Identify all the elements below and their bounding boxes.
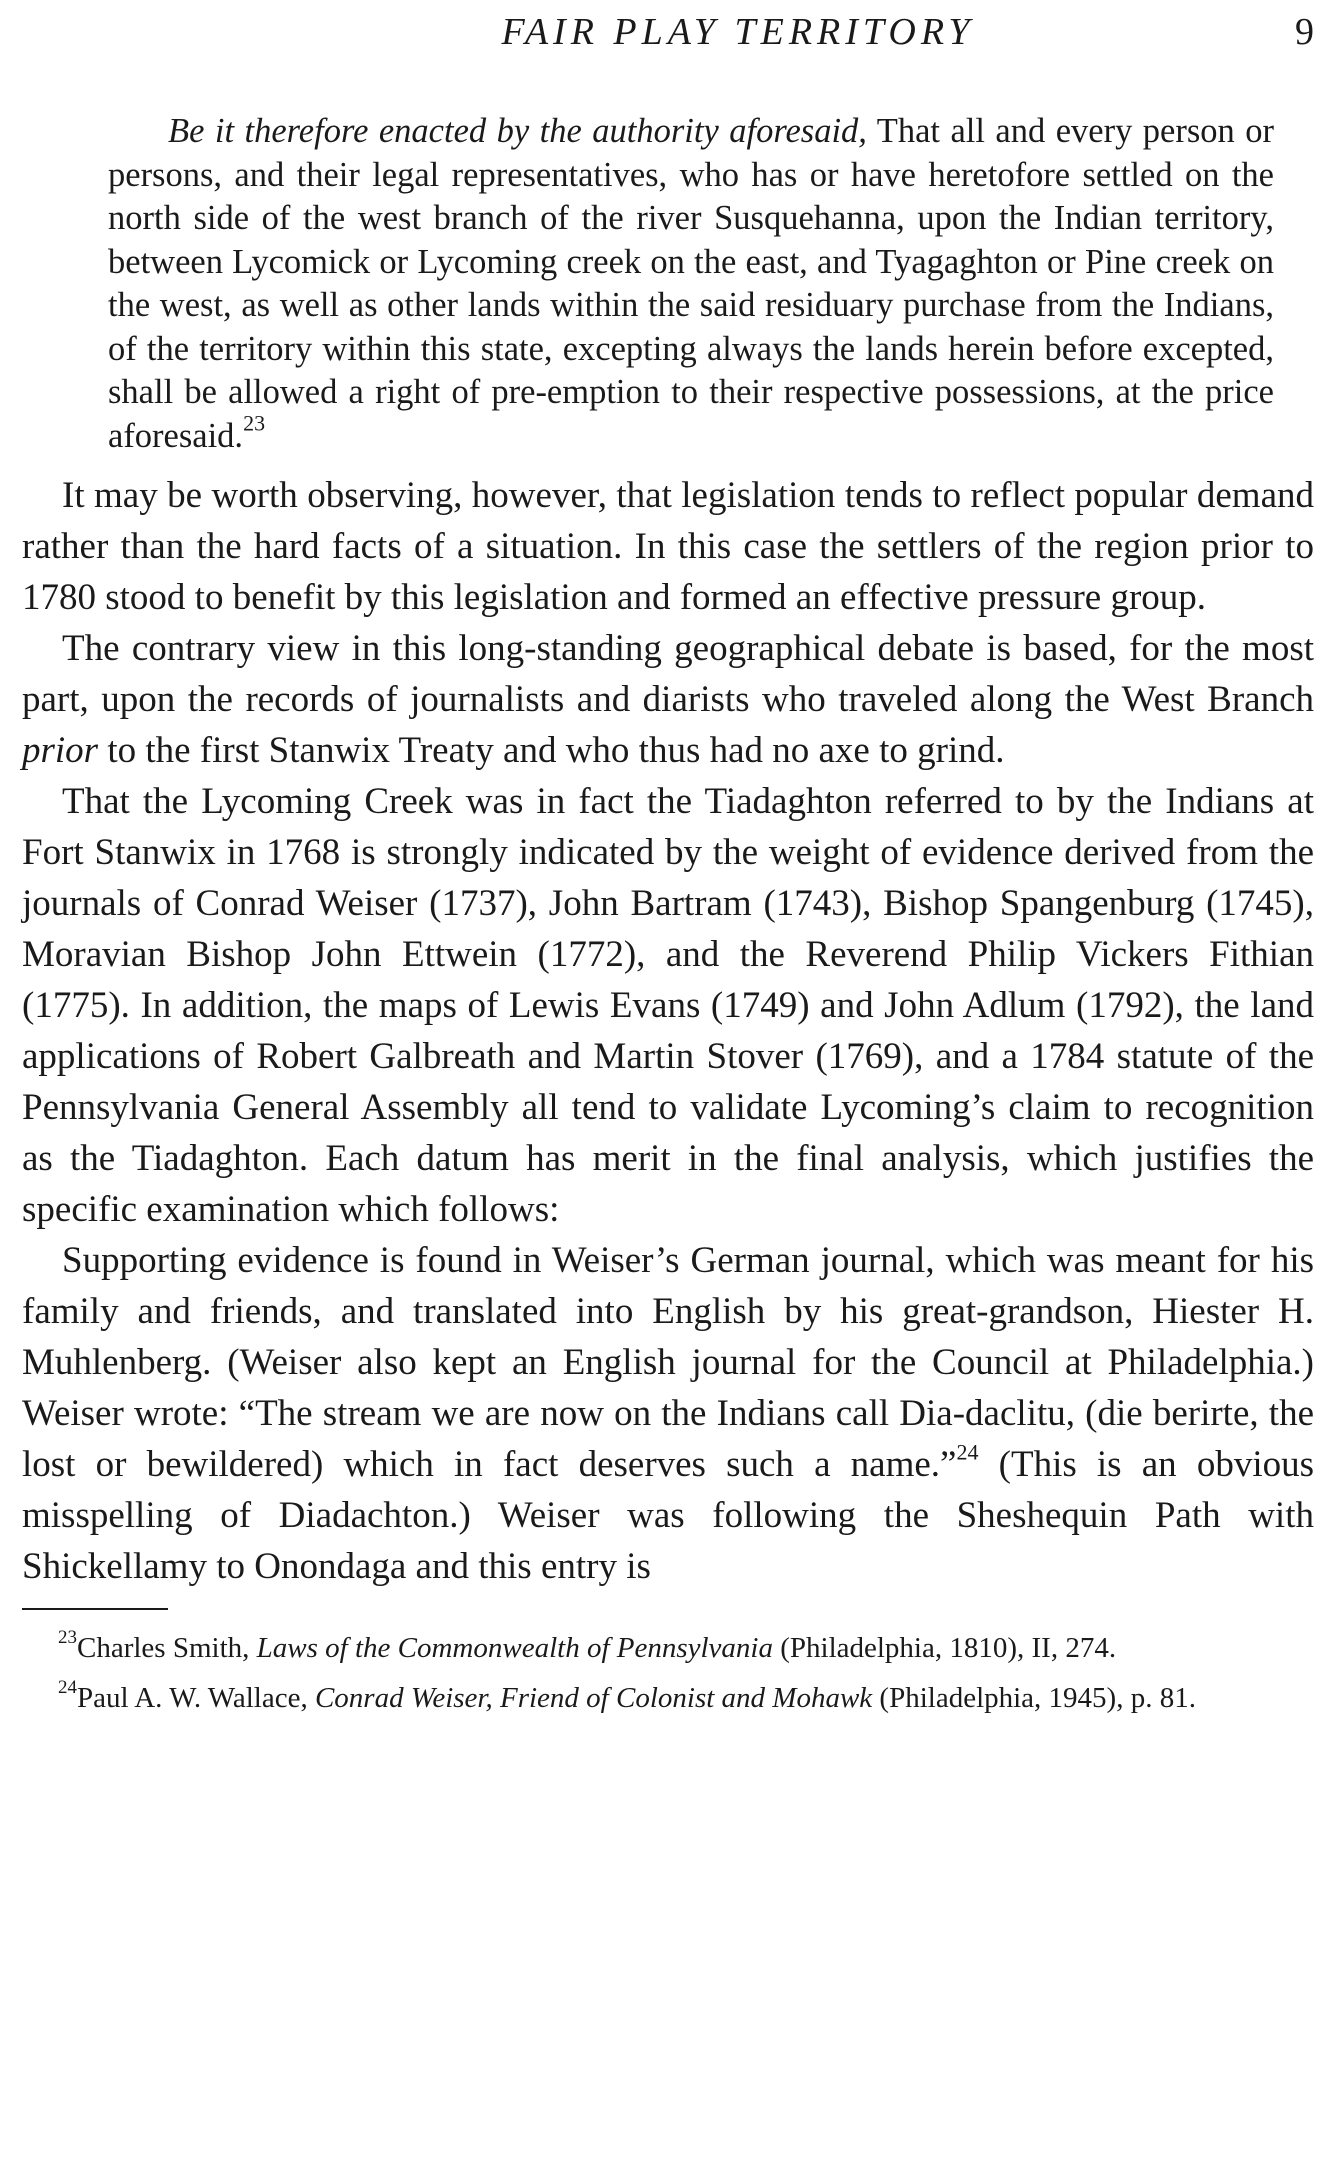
quote-text: That all and every person or persons, and their legal representatives, who has or have heretofore settled on the north side of the west branch of the river Susquehanna, upon the Indian territory, between Lycomick or Lycoming creek on the east, and Tyagaghton or Pine creek on the west, as well as other lands within the said residuary purchase from the Indians, of the territory within this state, excepting always the lands herein before excepted, shall be allowed a right of pre-emption to their respective possessions, at the price aforesaid. xyxy=(108,112,1274,455)
paragraph-text: Supporting evidence is found in Weiser’s German journal, which was meant for his family and friends, and translated into English by his great-grandson, Hiester H. Muhlenberg. (Weiser also kept an English journal for the Council at Philadelphia.) Weiser wrote: “The stream we are now on the Indians call Dia-daclitu, (die berirte, the lost or bewildered) which in fact deserves such a name.” xyxy=(22,1240,1314,1485)
book-page xyxy=(22,10,1314,1728)
footnote-author: Paul A. W. Wallace, xyxy=(77,1682,315,1714)
running-head xyxy=(22,10,1314,58)
paragraph-contrary-view xyxy=(22,623,1314,776)
paragraph-evidence: That the Lycoming Creek was in fact the Tiadaghton referred to by the Indians at Fort Stanwix in 1768 is strongly indicated by the weight of evidence derived from the journals of Conrad Weiser (1737), John Bartram (1743), Bishop Spangenburg (1745), Moravian Bishop John Ettwein (1772), and the Reverend Philip Vickers Fithian (1775). In addition, the maps of Lewis Evans (1749) and John Adlum (1792), the land applications of Robert Galbreath and Martin Stover (1769), and a 1784 statute of the Pennsylvania General Assembly all tend to validate Lycoming’s claim to recognition as the Tiadaghton. Each datum has merit in the final analysis, which justifies the specific examination which follows: xyxy=(22,781,1314,1230)
statute-quote xyxy=(108,110,1274,458)
paragraph-text: (This is an obvious misspelling of Diadachton.) Weiser was following the Sheshequin Path with Shickellamy to Onondaga and this entry is xyxy=(22,1444,1314,1587)
paragraph-weiser xyxy=(22,1235,1314,1592)
footnote-number: 23 xyxy=(58,1626,77,1648)
footnote-publication: (Philadelphia, 1810), II, 274. xyxy=(772,1632,1117,1664)
paragraph-legislation: It may be worth observing, however, that legislation tends to reflect popular demand rather than the hard facts of a situation. In this case the settlers of the region prior to 1780 stood to benefit by this legislation and formed an effective pressure group. xyxy=(22,475,1314,618)
footnote-24 xyxy=(22,1678,1314,1718)
footnote-ref-23[interactable]: 23 xyxy=(243,410,266,435)
footnote-divider xyxy=(22,1608,168,1610)
footnote-title: Conrad Weiser, Friend of Colonist and Mohawk xyxy=(314,1682,873,1714)
footnote-number: 24 xyxy=(58,1676,77,1698)
quote-lead: Be it therefore enacted by the authority aforesaid, xyxy=(168,112,867,150)
paragraph-text: to the first Stanwix Treaty and who thus had no axe to grind. xyxy=(98,730,1005,771)
paragraph-text: The contrary view in this long-standing geographical debate is based, for the most part, upon the records of journalists and diarists who traveled along the West Branch xyxy=(22,628,1314,720)
footnote-ref-24[interactable]: 24 xyxy=(956,1439,979,1465)
footnote-publication: (Philadelphia, 1945), p. 81. xyxy=(872,1682,1196,1714)
footnote-title: Laws of the Commonwealth of Pennsylvania xyxy=(256,1632,773,1664)
emphasis-prior: prior xyxy=(22,730,99,771)
running-title: FAIR PLAY TERRITORY xyxy=(501,11,975,53)
footnote-author: Charles Smith, xyxy=(77,1632,257,1664)
page-number: 9 xyxy=(1295,11,1314,53)
footnote-23 xyxy=(22,1628,1314,1668)
